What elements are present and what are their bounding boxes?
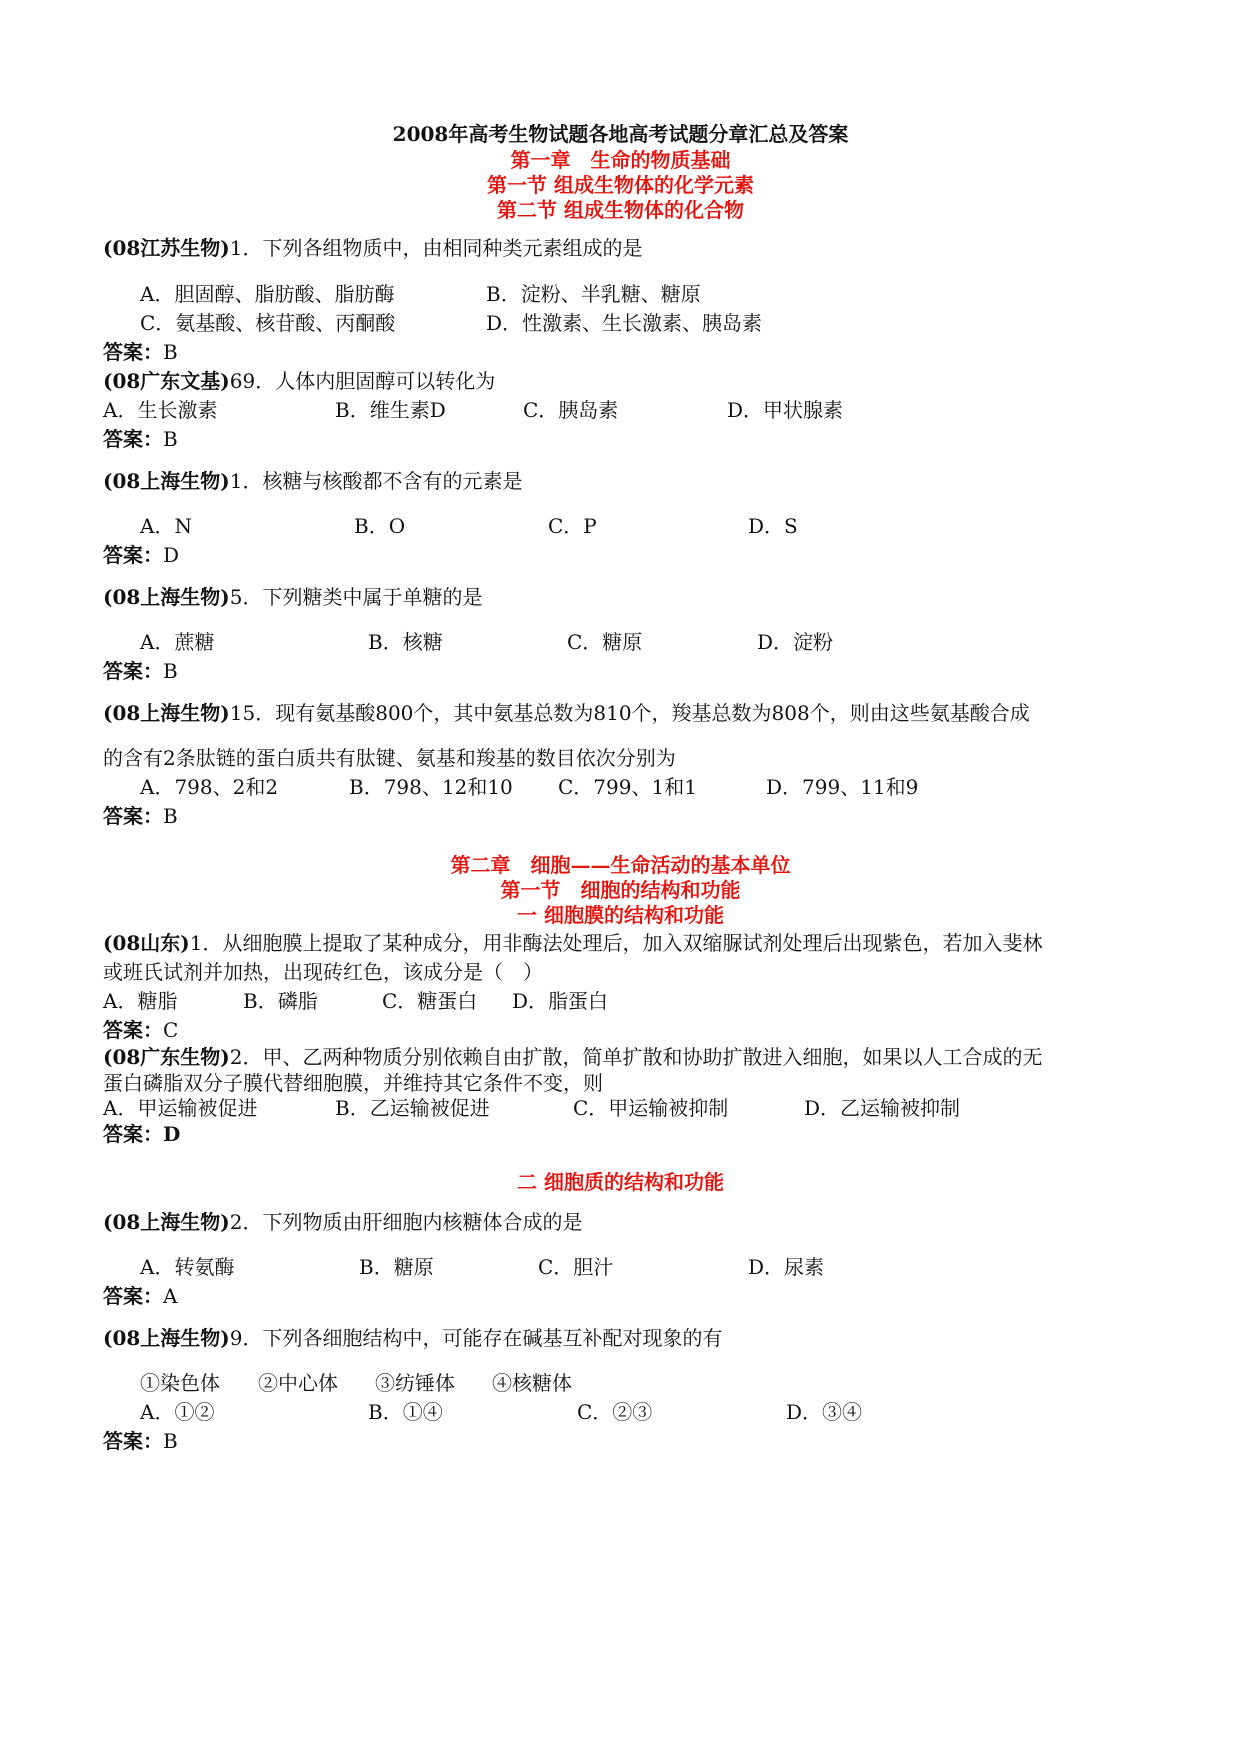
answer-line [103,1016,178,1044]
question-stem: 1．核糖与核酸都不含有的元素是 [229,469,523,493]
question-4 [103,583,483,611]
answer-line [103,1282,177,1310]
question-source: (08上海生物) [103,469,230,493]
question-stem: 2．甲、乙两种物质分别依赖自由扩散，简单扩散和协助扩散进入细胞，如果以人工合成的无 [229,1045,1043,1069]
subsection-cytoplasm-heading: 二 细胞质的结构和功能 [517,1170,724,1194]
question-5-stem-continued: 的含有2条肽链的蛋白质共有肽键、氨基和羧基的数目依次分别为 [103,746,676,770]
option-d: D．乙运输被抑制 [804,1096,961,1120]
question-stem: 2．下列物质由肝细胞内核糖体合成的是 [229,1210,583,1234]
question-stem: 1．从细胞膜上提取了某种成分，用非酶法处理后，加入双缩脲试剂处理后出现紫色，若加入斐林 [189,931,1043,955]
question-9 [103,1324,723,1352]
question-6 [103,929,1043,957]
chapter-1-section-2-heading: 第二节 组成生物体的化合物 [497,198,744,222]
answer-label: 答案： [103,804,163,828]
option-b: B．糖原 [359,1255,434,1279]
option-c: C．甲运输被抑制 [573,1096,729,1120]
option-c: C．P [548,514,597,538]
question-7 [103,1043,1043,1071]
option-c: C．胆汁 [538,1255,614,1279]
option-d: D．799、11和9 [766,775,919,799]
answer-label: 答案： [103,427,163,451]
answer-label: 答案： [103,1284,163,1308]
structure-item: ①染色体 [140,1371,220,1395]
answer-line [103,1427,178,1455]
option-a: A．①② [140,1400,215,1424]
option-c: C．799、1和1 [558,775,697,799]
option-c: C．胰岛素 [523,398,619,422]
answer-value: B [163,427,178,451]
option-b: B．维生素D [335,398,446,422]
option-d: D．③④ [786,1400,863,1424]
option-c: C．糖蛋白 [382,989,478,1013]
option-a: A．甲运输被促进 [103,1096,258,1120]
option-c: C．②③ [577,1400,653,1424]
option-d: D．甲状腺素 [727,398,844,422]
option-a: A．糖脂 [103,989,178,1013]
answer-label: 答案： [103,1429,163,1453]
option-a: A．转氨酶 [140,1255,235,1279]
question-source: (08上海生物) [103,1210,230,1234]
answer-label: 答案： [103,1018,163,1042]
chapter-2-heading: 第二章 细胞——生命活动的基本单位 [450,853,791,877]
document-title: 2008年高考生物试题各地高考试题分章汇总及答案 [392,122,849,146]
option-b: B．乙运输被促进 [335,1096,490,1120]
chapter-1-heading: 第一章 生命的物质基础 [510,148,731,172]
answer-value: B [163,340,178,364]
subsection-membrane-heading: 一 细胞膜的结构和功能 [517,903,724,927]
answer-value: B [163,659,178,683]
answer-value: C [163,1018,179,1042]
option-b: B．淀粉、半乳糖、糖原 [486,282,701,306]
option-c: C．氨基酸、核苷酸、丙酮酸 [140,311,396,335]
answer-label: 答案： [103,659,163,683]
structure-item: ④核糖体 [492,1371,572,1395]
chapter-1-section-1-heading: 第一节 组成生物体的化学元素 [487,173,754,197]
question-1 [103,234,643,262]
option-b: B．核糖 [368,630,443,654]
question-stem: 69．人体内胆固醇可以转化为 [229,369,496,393]
question-3 [103,467,523,495]
structure-item: ③纺锤体 [375,1371,455,1395]
question-source: (08上海生物) [103,701,230,725]
question-stem: 9．下列各细胞结构中，可能存在碱基互补配对现象的有 [229,1326,723,1350]
option-a: A．798、2和2 [140,775,279,799]
question-source: (08山东) [103,931,190,955]
answer-value: A [163,1284,178,1308]
option-b: B．O [354,514,406,538]
option-a: A．N [140,514,192,538]
question-7-stem-continued: 蛋白磷脂双分子膜代替细胞膜，并维持其它条件不变，则 [103,1071,603,1095]
option-a: A．胆固醇、脂肪酸、脂肪酶 [140,282,395,306]
question-source: (08江苏生物) [103,236,230,260]
question-source: (08上海生物) [103,1326,230,1350]
option-d: D．性激素、生长激素、胰岛素 [486,311,763,335]
answer-line [103,802,178,830]
answer-value: B [163,1429,178,1453]
answer-line [103,541,179,569]
option-d: D．淀粉 [757,630,834,654]
question-6-stem-continued: 或班氏试剂并加热，出现砖红色，该成分是（ ） [103,960,543,984]
chapter-2-section-1-heading: 第一节 细胞的结构和功能 [500,878,741,902]
structure-item: ②中心体 [258,1371,338,1395]
option-d: D．S [748,514,798,538]
question-5 [103,699,1030,727]
question-2 [103,367,495,395]
answer-label: 答案： [103,1122,163,1146]
question-source: (08广东生物) [103,1045,230,1069]
option-c: C．糖原 [567,630,643,654]
option-d: D．脂蛋白 [512,989,609,1013]
answer-line [103,657,178,685]
question-stem: 1．下列各组物质中，由相同种类元素组成的是 [229,236,643,260]
option-b: B．磷脂 [243,989,318,1013]
question-stem: 15．现有氨基酸800个，其中氨基总数为810个，羧基总数为808个，则由这些氨基酸合成 [229,701,1030,725]
answer-label: 答案： [103,340,163,364]
option-b: B．798、12和10 [349,775,513,799]
option-a: A．蔗糖 [140,630,215,654]
question-source: (08广东文基) [103,369,230,393]
answer-value: D [163,1122,181,1146]
answer-value: D [163,543,180,567]
answer-label: 答案： [103,543,163,567]
answer-line [103,1120,180,1148]
option-d: D．尿素 [748,1255,825,1279]
answer-line [103,338,178,366]
answer-value: B [163,804,178,828]
question-stem: 5．下列糖类中属于单糖的是 [229,585,483,609]
option-b: B．①④ [368,1400,443,1424]
question-source: (08上海生物) [103,585,230,609]
option-a: A．生长激素 [103,398,218,422]
answer-line [103,425,178,453]
question-8 [103,1208,583,1236]
